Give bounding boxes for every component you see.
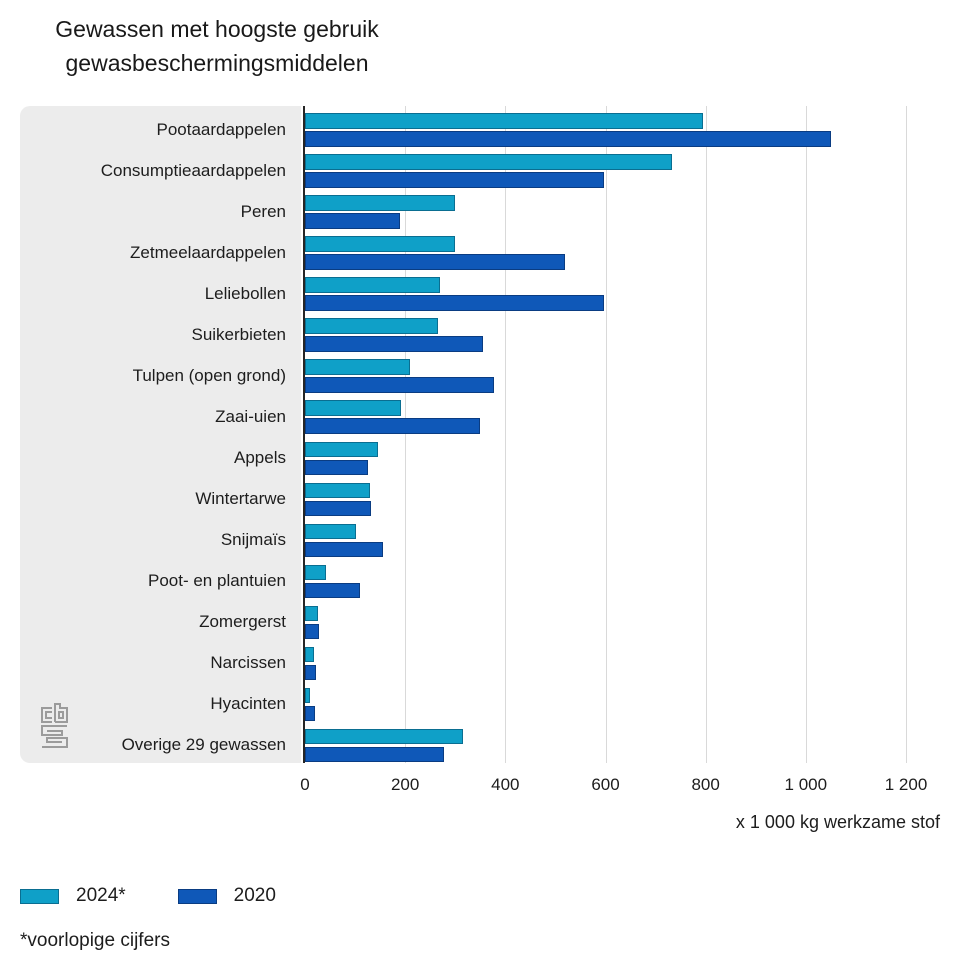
bar[interactable]: [305, 606, 318, 622]
chart-title-line2: gewasbeschermingsmiddelen: [65, 50, 369, 76]
bar[interactable]: [305, 295, 604, 311]
bars: [305, 106, 906, 763]
bar-row: [305, 435, 906, 476]
bar[interactable]: [305, 172, 604, 188]
cbs-logo-icon: [38, 702, 70, 748]
bar[interactable]: [305, 113, 703, 129]
category-label: Snijmaïs: [220, 530, 286, 550]
bar[interactable]: [305, 336, 483, 352]
bar-row: [305, 147, 906, 188]
bar[interactable]: [305, 254, 565, 270]
bar-row: [305, 558, 906, 599]
plot-area: [305, 106, 906, 763]
category-label: Narcissen: [210, 653, 286, 673]
bar[interactable]: [305, 706, 315, 722]
gridline: [906, 106, 907, 763]
bar[interactable]: [305, 442, 378, 458]
x-tick-label: 1 200: [884, 775, 928, 794]
bar-row: [305, 393, 906, 434]
bar[interactable]: [305, 747, 444, 763]
bar[interactable]: [305, 377, 494, 393]
bar[interactable]: [305, 236, 455, 252]
category-label: Zomergerst: [199, 612, 286, 632]
x-tick-label: 600: [591, 775, 620, 794]
legend-swatch-2020: [178, 889, 217, 904]
bar-row: [305, 599, 906, 640]
bar-row: [305, 640, 906, 681]
category-label: Wintertarwe: [195, 489, 286, 509]
legend-label-2024: 2024*: [76, 885, 126, 906]
bar[interactable]: [305, 418, 480, 434]
bar[interactable]: [305, 318, 438, 334]
category-label: Consumptieaardappelen: [100, 160, 286, 180]
bar[interactable]: [305, 213, 400, 229]
category-label: Zaai-uien: [215, 406, 286, 426]
category-label: Tulpen (open grond): [132, 365, 286, 385]
x-axis-ticks: [300, 775, 928, 799]
x-tick-label: 0: [300, 775, 310, 794]
x-tick-label: 800: [691, 775, 720, 794]
bar[interactable]: [305, 729, 463, 745]
x-tick-label: 400: [491, 775, 520, 794]
bar[interactable]: [305, 400, 401, 416]
legend-swatch-2024: [20, 889, 59, 904]
bar-row: [305, 352, 906, 393]
bar[interactable]: [305, 460, 368, 476]
category-labels: [20, 106, 301, 763]
bar-row: [305, 106, 906, 147]
bar-row: [305, 188, 906, 229]
bar[interactable]: [305, 195, 455, 211]
category-label: Appels: [234, 448, 286, 468]
x-tick-label: 200: [390, 775, 420, 794]
bar-row: [305, 681, 906, 722]
legend-item-2024[interactable]: [20, 885, 126, 907]
bar-row: [305, 517, 906, 558]
chart-title-line1: Gewassen met hoogste gebruik: [55, 16, 379, 42]
legend-label-2020: 2020: [233, 885, 276, 906]
x-tick-label: 1 000: [784, 775, 828, 794]
bar-row: [305, 311, 906, 352]
bar[interactable]: [305, 277, 440, 293]
bar-row: [305, 229, 906, 270]
bar[interactable]: [305, 524, 356, 540]
bar[interactable]: [305, 359, 410, 375]
bar[interactable]: [305, 154, 672, 170]
category-label: Leliebollen: [204, 283, 286, 303]
category-label: Overige 29 gewassen: [121, 735, 286, 755]
bar-row: [305, 476, 906, 517]
bar[interactable]: [305, 131, 831, 147]
category-label: Peren: [240, 201, 286, 221]
category-label: Suikerbieten: [191, 324, 286, 344]
category-label: Pootaardappelen: [156, 119, 286, 139]
bar-row: [305, 270, 906, 311]
bar[interactable]: [305, 647, 314, 663]
bar[interactable]: [305, 583, 360, 599]
bar[interactable]: [305, 688, 310, 704]
category-panel: [20, 106, 301, 763]
bar[interactable]: [305, 483, 370, 499]
bar-row: [305, 722, 906, 763]
bar[interactable]: [305, 542, 383, 558]
bar[interactable]: [305, 624, 319, 640]
legend: [20, 885, 276, 907]
bar[interactable]: [305, 501, 371, 517]
bar[interactable]: [305, 665, 316, 681]
legend-item-2020[interactable]: [178, 885, 276, 907]
x-axis-unit-label: x 1 000 kg werkzame stof: [735, 812, 940, 832]
chart-title: [0, 12, 434, 80]
category-label: Hyacinten: [210, 694, 286, 714]
category-label: Poot- en plantuien: [148, 571, 286, 591]
footnote: *voorlopige cijfers: [20, 930, 170, 951]
bar[interactable]: [305, 565, 326, 581]
category-label: Zetmeelaardappelen: [130, 242, 286, 262]
